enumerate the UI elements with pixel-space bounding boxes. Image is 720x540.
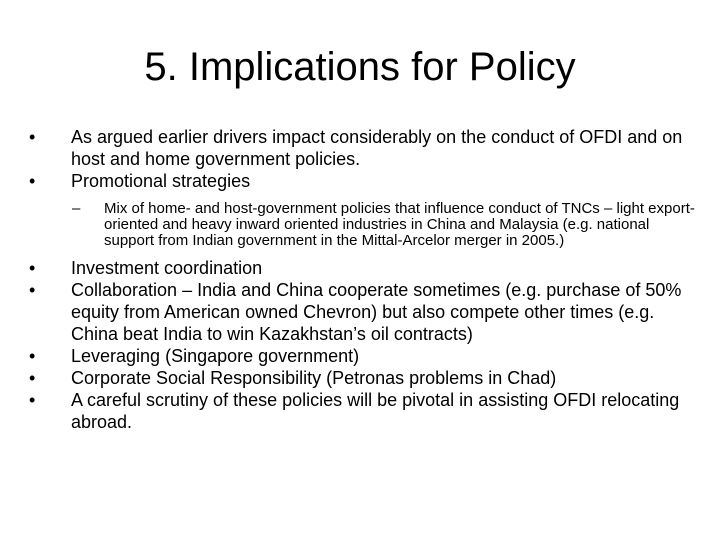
sub-bullet-item: [29, 201, 699, 249]
bullet-marker: •: [29, 171, 36, 191]
bullet-item: [29, 279, 699, 345]
bullet-text: Collaboration – India and China cooperate sometimes (e.g. purchase of 50% equity from American owned Chevron) but also compete other times (e.g. China beat India to win Kazakhstan’s oil contracts): [71, 280, 682, 344]
bullet-text: As argued earlier drivers impact considerably on the conduct of OFDI and on host and home government policies.: [71, 127, 683, 169]
bullet-marker: •: [29, 280, 36, 300]
slide-body: [29, 126, 699, 433]
bullet-marker: •: [29, 346, 36, 366]
bullet-marker: •: [29, 368, 36, 388]
sub-bullet-marker: –: [72, 200, 81, 217]
bullet-item: [29, 257, 699, 279]
bullet-text: Promotional strategies: [71, 171, 251, 191]
bullet-item: [29, 126, 699, 170]
bullet-text: Investment coordination: [71, 258, 263, 278]
bullet-marker: •: [29, 390, 36, 410]
bullet-text: Corporate Social Responsibility (Petronas problems in Chad): [71, 368, 557, 388]
bullet-item: [29, 389, 699, 433]
slide-title: 5. Implications for Policy: [144, 45, 576, 89]
bullet-text: A careful scrutiny of these policies will be pivotal in assisting OFDI relocating abroad.: [71, 390, 680, 432]
bullet-marker: •: [29, 127, 36, 147]
sub-bullet-text: Mix of home- and host-government policies that influence conduct of TNCs – light export-oriented and heavy inward oriented industries in China and Malaysia (e.g. national support from Indian government in the Mittal-Arcelor merger in 2005.): [104, 200, 695, 249]
bullet-item: [29, 345, 699, 367]
bullet-item: [29, 170, 699, 192]
bullet-item: [29, 367, 699, 389]
bullet-marker: •: [29, 258, 36, 278]
bullet-text: Leveraging (Singapore government): [71, 346, 360, 366]
